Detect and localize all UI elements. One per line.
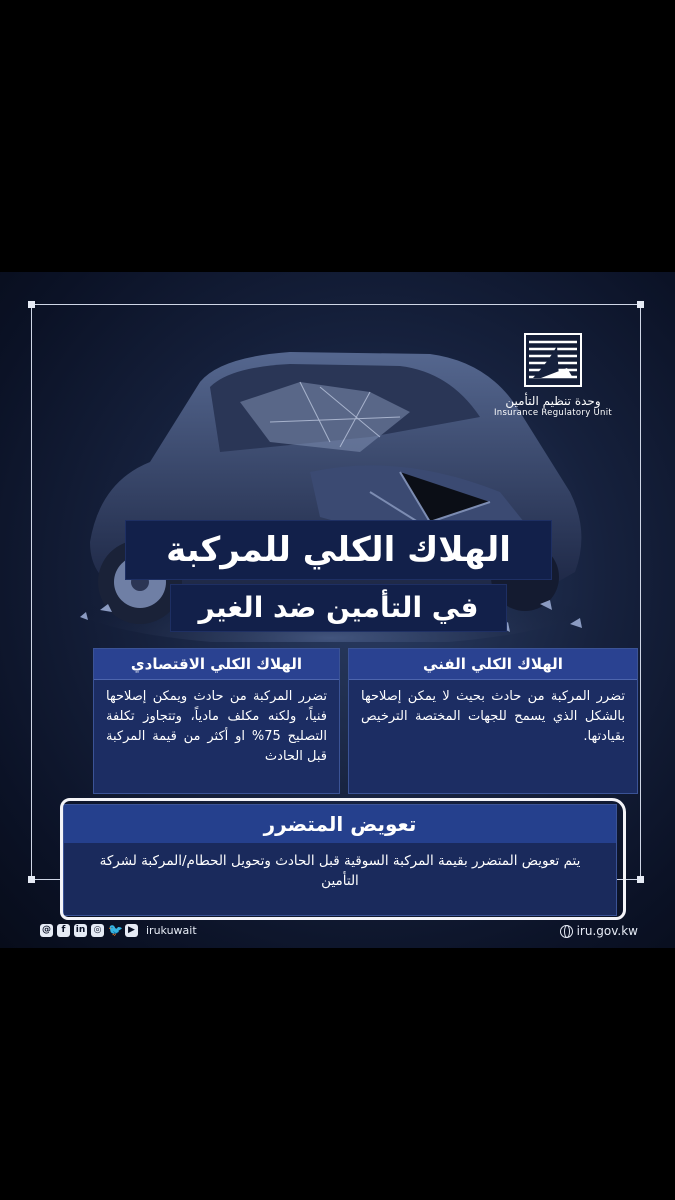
card-body: تضرر المركبة من حادث بحيث لا يمكن إصلاحها بالشكل الذي يسمح للجهات المختصة الترخيص بقيادتها.	[361, 689, 625, 744]
twitter-icon[interactable]: 🐦	[108, 923, 123, 937]
social-links	[40, 924, 197, 937]
infographic-poster	[0, 272, 675, 948]
economic-total-loss-card	[93, 648, 340, 794]
card-heading: الهلاك الكلي الفني	[349, 649, 637, 680]
card-heading: الهلاك الكلي الاقتصادي	[94, 649, 339, 680]
logo-arabic-name: وحدة تنظيم التأمين	[505, 394, 601, 408]
facebook-icon[interactable]: f	[57, 924, 70, 937]
linkedin-icon[interactable]: in	[75, 925, 86, 935]
threads-icon[interactable]: @	[42, 925, 51, 935]
instagram-icon[interactable]: ◎	[91, 924, 104, 937]
website-link[interactable]	[560, 924, 638, 938]
technical-total-loss-card	[348, 648, 638, 794]
social-handle[interactable]: irukuwait	[146, 924, 197, 937]
iru-emblem-icon	[523, 332, 583, 388]
globe-icon	[560, 925, 573, 938]
footer	[0, 917, 675, 947]
title-line-1: الهلاك الكلي للمركبة	[125, 520, 552, 580]
iru-logo	[483, 332, 623, 447]
compensation-body: يتم تعويض المتضرر بقيمة المركبة السوقية قبل الحادث وتحويل الحطام/المركبة لشركة التأمين	[99, 853, 581, 889]
website-url[interactable]: iru.gov.kw	[576, 924, 638, 938]
compensation-heading: تعويض المتضرر	[64, 805, 616, 843]
card-body: تضرر المركبة من حادث ويمكن إصلاحها فنياً، ولكنه مكلف مادياً، وتتجاوز تكلفة التصليح 75% او أكثر من قيمة المركبة قبل الحادث	[106, 689, 328, 764]
logo-english-name: Insurance Regulatory Unit	[493, 408, 613, 418]
title-line-2: في التأمين ضد الغير	[170, 584, 507, 632]
hand-drawn-highlight-outline	[60, 798, 626, 920]
youtube-icon[interactable]: ▶	[125, 924, 138, 937]
